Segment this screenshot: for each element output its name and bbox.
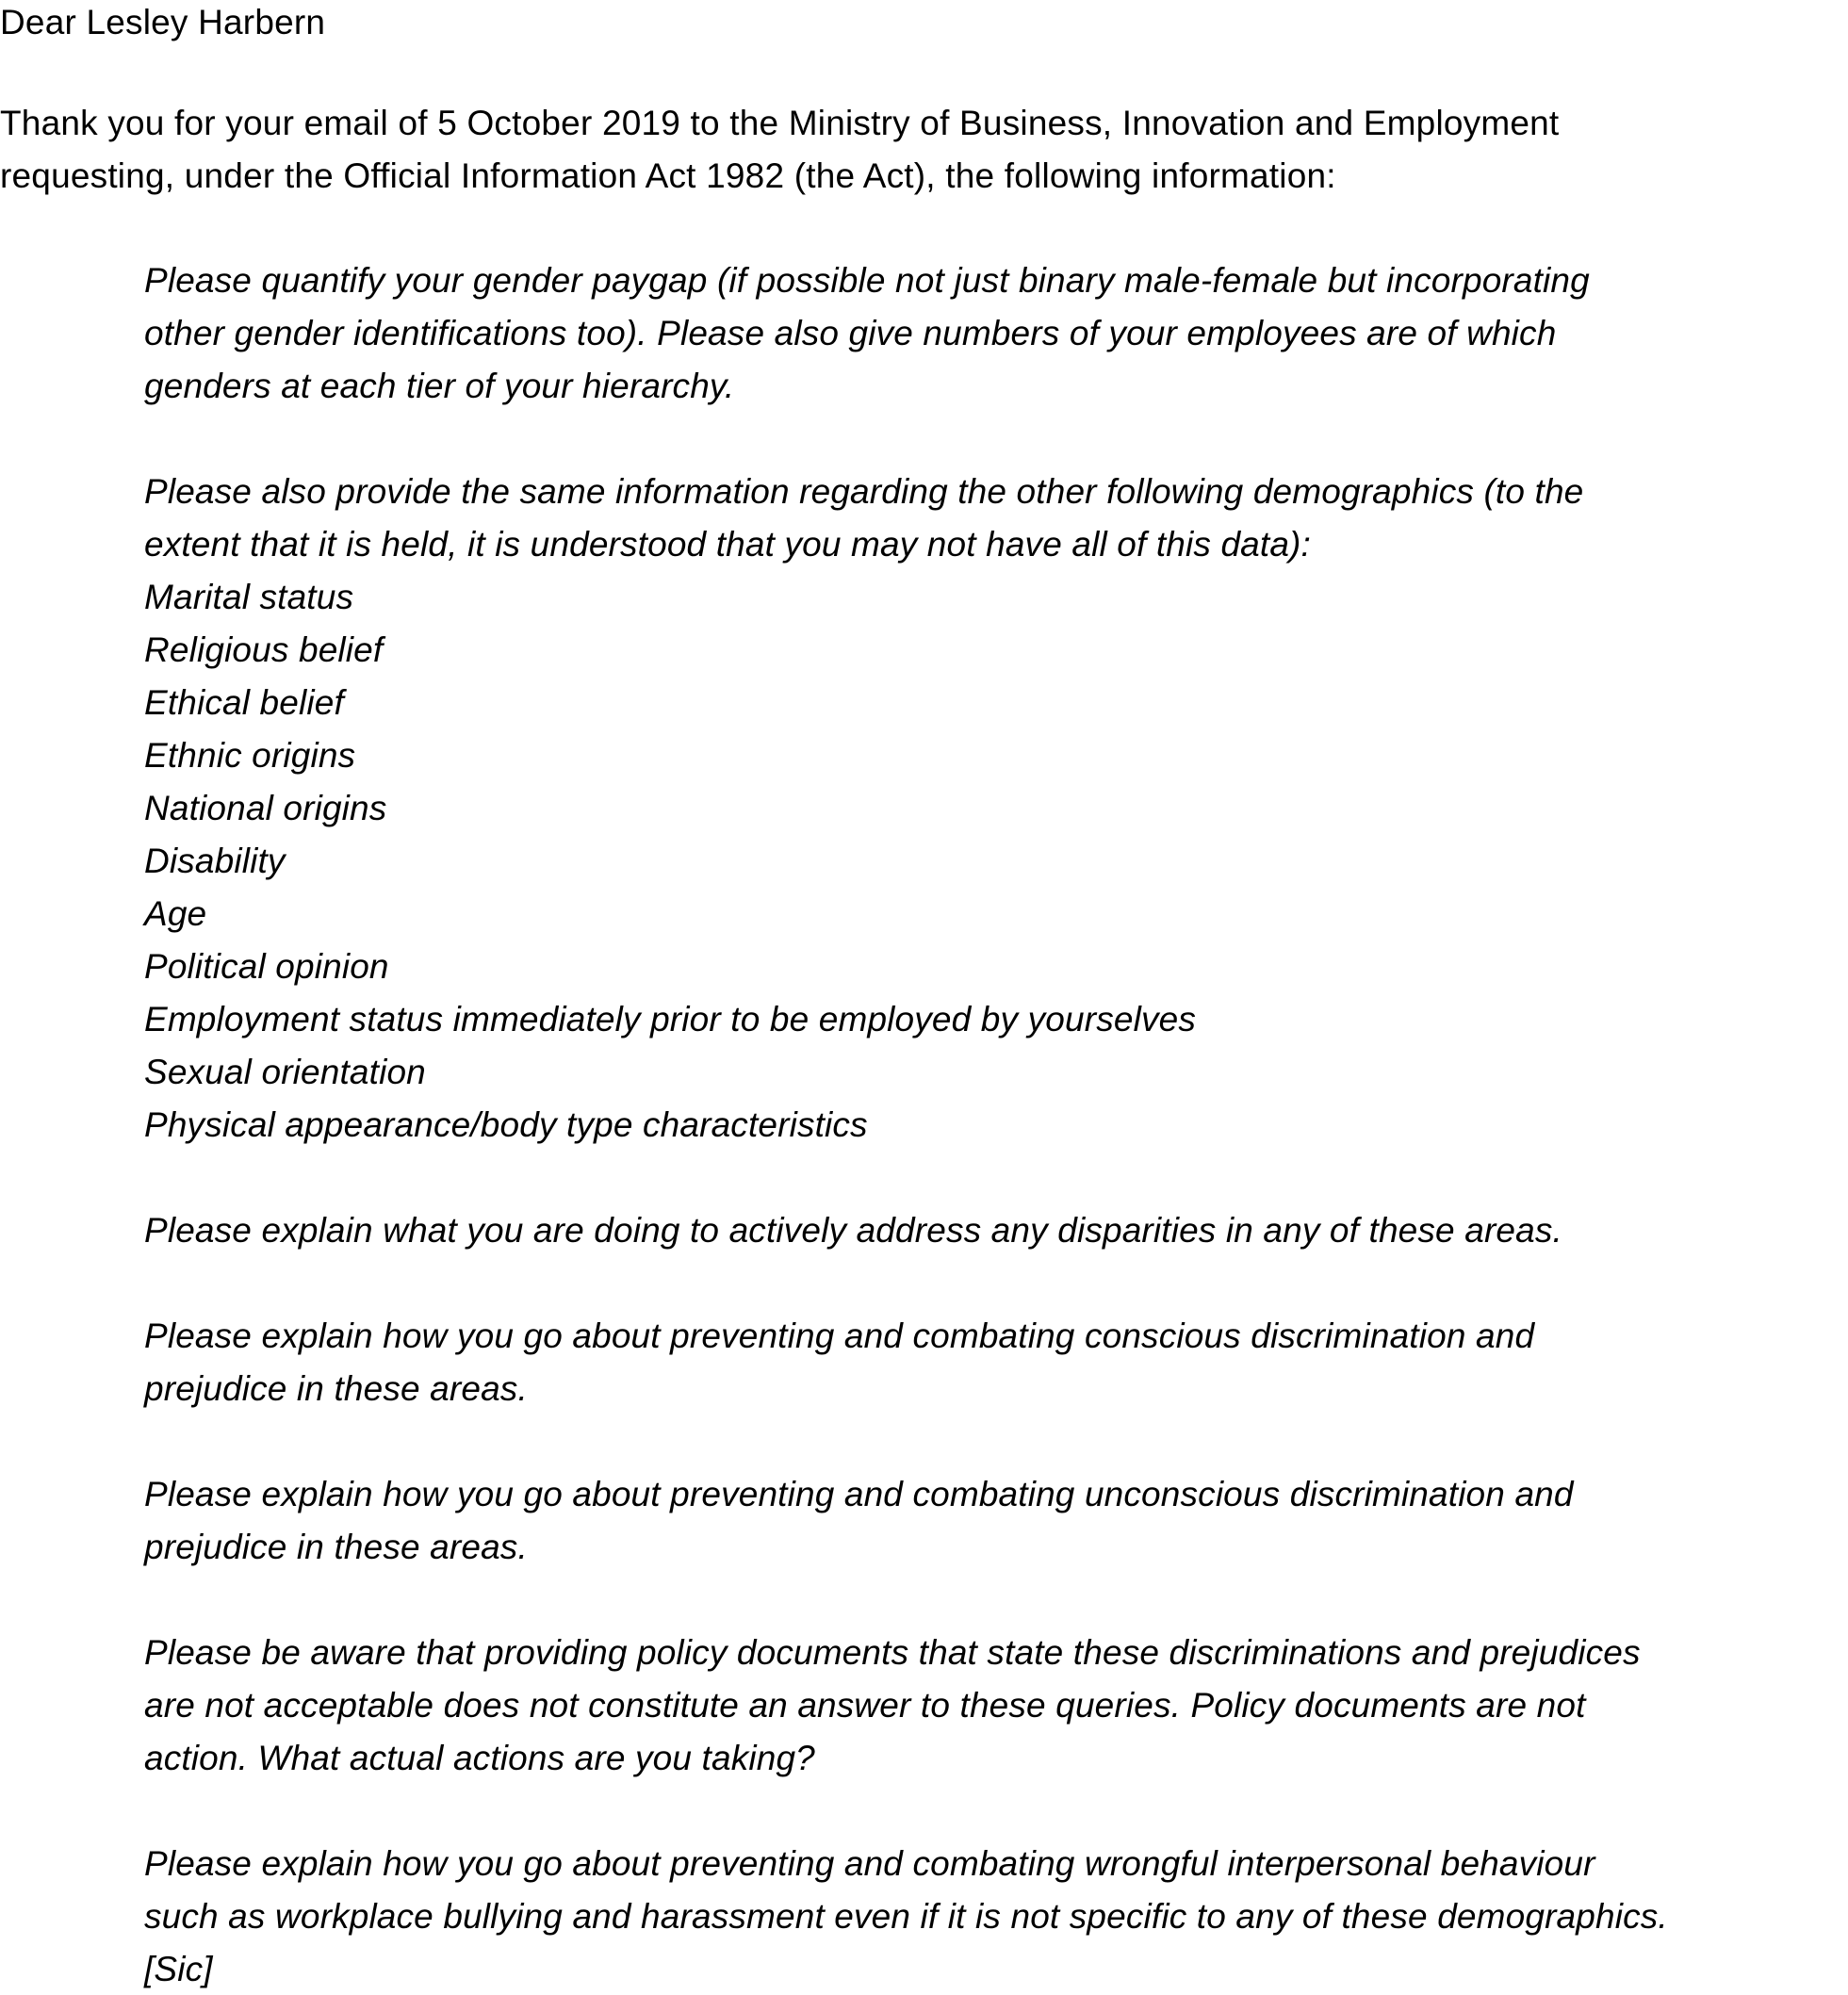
request-p2-line-1: Please also provide the same information regarding the other following demographics (to the: [144, 472, 1584, 511]
demographic-item: Ethical belief: [144, 683, 344, 722]
request-p4-line-2: prejudice in these areas.: [144, 1369, 528, 1408]
request-p1-line-3: genders at each tier of your hierarchy.: [144, 367, 735, 405]
request-p7-line-3: [Sic]: [144, 1950, 213, 1988]
request-p7-line-2: such as workplace bullying and harassment even if it is not specific to any of these demographics.: [144, 1897, 1668, 1936]
demographic-item: Employment status immediately prior to be employed by yourselves: [144, 1000, 1196, 1038]
demographic-item: Political opinion: [144, 947, 389, 986]
intro-line-1: Thank you for your email of 5 October 2019 to the Ministry of Business, Innovation and Employment: [0, 104, 1560, 142]
demographic-item: Disability: [144, 842, 286, 880]
demographic-item: Marital status: [144, 578, 354, 616]
demographic-item: Religious belief: [144, 630, 384, 669]
salutation: Dear Lesley Harbern: [0, 3, 326, 41]
demographic-item: Age: [144, 894, 207, 933]
request-p4-line-1: Please explain how you go about preventing and combating conscious discrimination and: [144, 1316, 1535, 1355]
demographic-item: National origins: [144, 789, 387, 827]
request-p6-line-3: action. What actual actions are you taking?: [144, 1739, 815, 1777]
request-p5-line-2: prejudice in these areas.: [144, 1528, 528, 1566]
request-p5-line-1: Please explain how you go about preventing and combating unconscious discrimination and: [144, 1475, 1574, 1513]
request-p2-line-2: extent that it is held, it is understood that you may not have all of this data):: [144, 525, 1311, 564]
request-p6-line-1: Please be aware that providing policy documents that state these discriminations and prejudices: [144, 1633, 1641, 1672]
request-p7-line-1: Please explain how you go about preventing and combating wrongful interpersonal behaviour: [144, 1844, 1595, 1883]
request-p3-line-1: Please explain what you are doing to actively address any disparities in any of these areas.: [144, 1211, 1562, 1250]
request-p1-line-2: other gender identifications too). Please also give numbers of your employees are of which: [144, 314, 1557, 352]
demographic-item: Ethnic origins: [144, 736, 356, 775]
request-p1-line-1: Please quantify your gender paygap (if possible not just binary male-female but incorporating: [144, 261, 1590, 300]
demographic-item: Physical appearance/body type characteristics: [144, 1105, 868, 1144]
demographic-item: Sexual orientation: [144, 1053, 426, 1091]
intro-line-2: requesting, under the Official Information Act 1982 (the Act), the following information:: [0, 156, 1336, 195]
request-p6-line-2: are not acceptable does not constitute an answer to these queries. Policy documents are not: [144, 1686, 1586, 1725]
